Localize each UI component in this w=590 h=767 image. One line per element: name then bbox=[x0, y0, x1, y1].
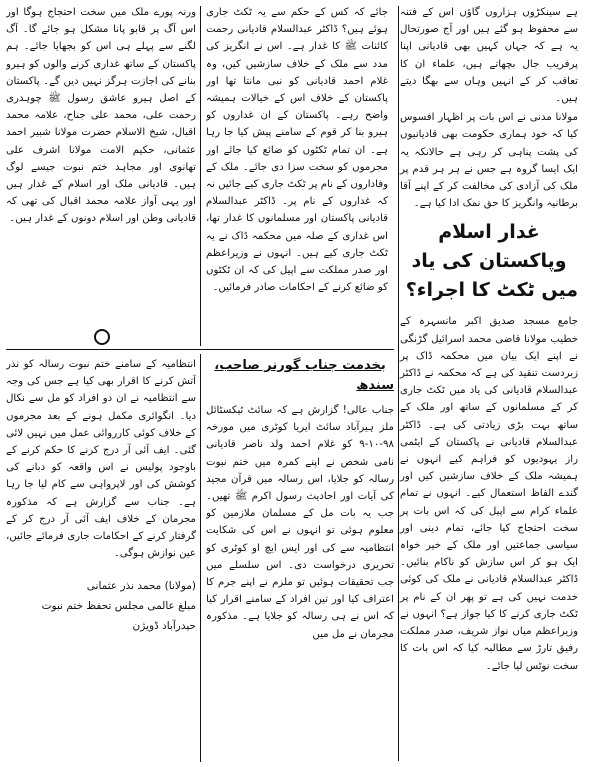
paragraph: مولانا مدنی نے اس بات پر اظہار افسوس کیا کہ خود ہماری حکومت بھی قادیانیوں کی پشت پناہی کر رہی ہے حالانکہ یہ ایک ایسا گروہ ہے جس نے ہر ہر قدم پر ملک کی آزادی کی مخالفت کر کے اپنے آقا برطانیہ وانگریز کا حق نمک ادا کیا ہے۔ bbox=[400, 112, 578, 210]
paragraph: ورنہ پورے ملک میں سخت احتجاج ہوگا اور اس آگ پر قابو پانا مشکل ہو جائے گا۔ آگ لگنے سے پہلے ہی اس کو بجھایا جائے۔ ہم پاکستان کے ساتھ غداری کرنے والوں کو ہیرو بنانے کی اجازت ہرگز نہیں دیں گے۔ پاکستان کے اصل ہیرو عاشق رسول ﷺ چوہدری رحمت علی، محمد علی جناح، علامہ محمد اقبال، شیخ الاسلام حضرت مولانا شبیر احمد عثمانی، حکیم الامت مولانا اشرف علی تھانوی اور مجاہد ختم نبوت جیسے لوگ ہیں۔ قادیانی ملک اور اسلام کے غدار ہیں اور یہی آواز علامہ محمد اقبال کی تھی کہ قادیانی وطن اور اسلام دونوں کے غدار ہیں۔ bbox=[6, 7, 196, 225]
paragraph: انتظامیہ کے سامنے ختم نبوت رسالہ کو نذر آتش کرنے کا اقرار بھی کیا ہے جس کی وجہ سے انتظامیہ نے ان دو افراد کو مل سے نکال دیا۔ انگوائری مکمل ہونے کے بعد مجرموں کے خلاف کوئی کارروائی عمل میں نہیں لائی گئی۔ ایف آئی آر درج کرنے کا حکم کرنے کے باوجود پولیس نے اس واقعہ کو دبانے کی کوشش کی اور لاپرواہی سے کام لیا جا رہا ہے۔ جناب سے گزارش ہے کہ مذکورہ مجرمان کے خلاف ایف آئی آر درج کر کے گرفتار کرنے کے احکامات جاری فرمائے جائیں، عین نوازش ہوگی۔ bbox=[6, 359, 196, 560]
column-divider-lower bbox=[200, 354, 201, 762]
circle-ornament bbox=[94, 329, 110, 345]
paragraph: ہے سینکڑوں ہزاروں گاؤں اس کے فتنہ سے محفوظ ہو گئے ہیں اور آج صورتحال یہ ہے کہ جہاں کہیں بھی قادیانی اپنا پرفریب جال بچھاتے ہیں، علماء ان کا تعاقب کر کے انہیں وہاں سے بھگا دیتے ہیں۔ bbox=[400, 7, 578, 105]
signature-name: (مولانا) محمد نذر عثمانی bbox=[86, 580, 196, 593]
horizontal-divider bbox=[6, 349, 394, 350]
column-right-top bbox=[400, 4, 578, 677]
paragraph: جائے کہ کس کے حکم سے یہ ٹکٹ جاری ہوئے ہیں؟ ڈاکٹر عبدالسلام قادیانی رحمت کائنات ﷺ کا غدار ہے۔ اس نے انگریز کی مدد سے ملک کے خلاف سازشیں کیں، وہ غلام احمد قادیانی کو نبی مانتا تھا اور پاکستان کے خلاف اس کے خیالات ہمیشہ واضح رہے۔ پاکستان کے ان غداروں کو ہیرو بنا کر قوم کے سامنے پیش کیا جا رہا ہے۔ ان تمام ٹکٹوں کو ضائع کیا جائے اور مجرموں کو سخت سزا دی جائے۔ ملک کے وفاداروں کے نام پر ٹکٹ جاری کیے جائیں نہ کہ غداروں کے نام پر۔ ڈاکٹر عبدالسلام قادیانی پاکستان اور مسلمانوں کا غدار تھا، اس غداری کے صلہ میں محکمہ ڈاک نے یہ ٹکٹ جاری کیے ہیں۔ انہوں نے وزیراعظم اور صدر مملکت سے اپیل کی کہ ان ٹکٹوں کو ضائع کرنے کے احکامات صادر فرمائیں۔ bbox=[206, 7, 388, 294]
signature-block bbox=[6, 576, 196, 636]
headline: غدار اسلام وپاکستان کی یاد میں ٹکٹ کا اجراء؟ bbox=[405, 221, 578, 302]
column-middle-top bbox=[206, 4, 388, 336]
column-divider bbox=[398, 6, 399, 761]
paragraph: جناب عالی! گزارش ہے کہ سائٹ ٹیکسٹائل ملز ہیرآباد سائٹ ایریا کوٹری میں مورخہ ۹۸-۱۰-۹ کو غلام احمد ولد ناصر قادیانی نامی شخص نے اپنے کمرہ میں ختم نبوت رسالہ کو جلایا، اس رسالہ میں قرآن مجید کی آیات اور احادیث رسول اکرم ﷺ تھیں۔ جب یہ بات مل کے مسلمان ملازمین کو معلوم ہوئی تو انہوں نے اس کی شکایت انتظامیہ سے کی اور ایس ایچ او کوٹری کو تحریری درخواست دی۔ اس سلسلے میں جب تحقیقات ہوئیں تو ملزم نے اپنے جرم کا اعتراف کیا اور تین افراد کے سامنے اقرار کیا کہ اس نے ہی رسالہ کو جلایا ہے۔ مذکورہ مجرمان نے مل میں bbox=[206, 405, 394, 640]
signature-place: حیدرآباد ڈویژن bbox=[132, 620, 196, 633]
column-divider-upper bbox=[200, 6, 201, 346]
column-left-lower bbox=[6, 356, 196, 764]
column-left-top bbox=[6, 4, 196, 319]
paragraph: جامع مسجد صدیق اکبر مانسہرہ کے خطیب مولانا قاضی محمد اسرائیل گڑنگی نے اپنے ایک بیان میں محکمہ ڈاک پر زبردست تنقید کی ہے کہ محکمہ نے ڈاکٹر عبدالسلام قادیانی کی یاد میں ٹکٹ جاری کر کے مسلمانوں کے ساتھ اور ملک کے ساتھ بہت بڑی زیادتی کی ہے۔ ڈاکٹر عبدالسلام قادیانی نے پاکستان کے ایٹمی راز یہودیوں کو فراہم کیے انہوں نے ہمیشہ ملک کے خلاف سازشیں کیں اور گندے الفاظ استعمال کیے۔ انہوں نے تمام علماء کرام سے اپیل کی کہ اس بات پر سخت احتجاج کیا جائے، تمام دینی اور سیاسی جماعتیں اور ملک کے خیر خواہ ایک ہو کر اس سازش کو ناکام بنائیں۔ ڈاکٹر عبدالسلام قادیانی نے ملک کی کوئی خدمت نہیں کی ہے تو پھر ان کے نام پر ٹکٹ جاری کرنے کا کیا جواز ہے؟ انہوں نے وزیراعظم میاں نواز شریف، صدر مملکت رفیق تارڑ سے مطالبہ کیا کہ اس بات کا سخت نوٹس لیا جائے۔ bbox=[400, 316, 578, 672]
letter-heading: بخدمت جناب گورنر صاحب، سندھ bbox=[214, 358, 394, 393]
signature-title: مبلغ عالمی مجلس تحفظ ختم نبوت bbox=[41, 600, 196, 613]
column-middle-lower bbox=[206, 356, 394, 764]
